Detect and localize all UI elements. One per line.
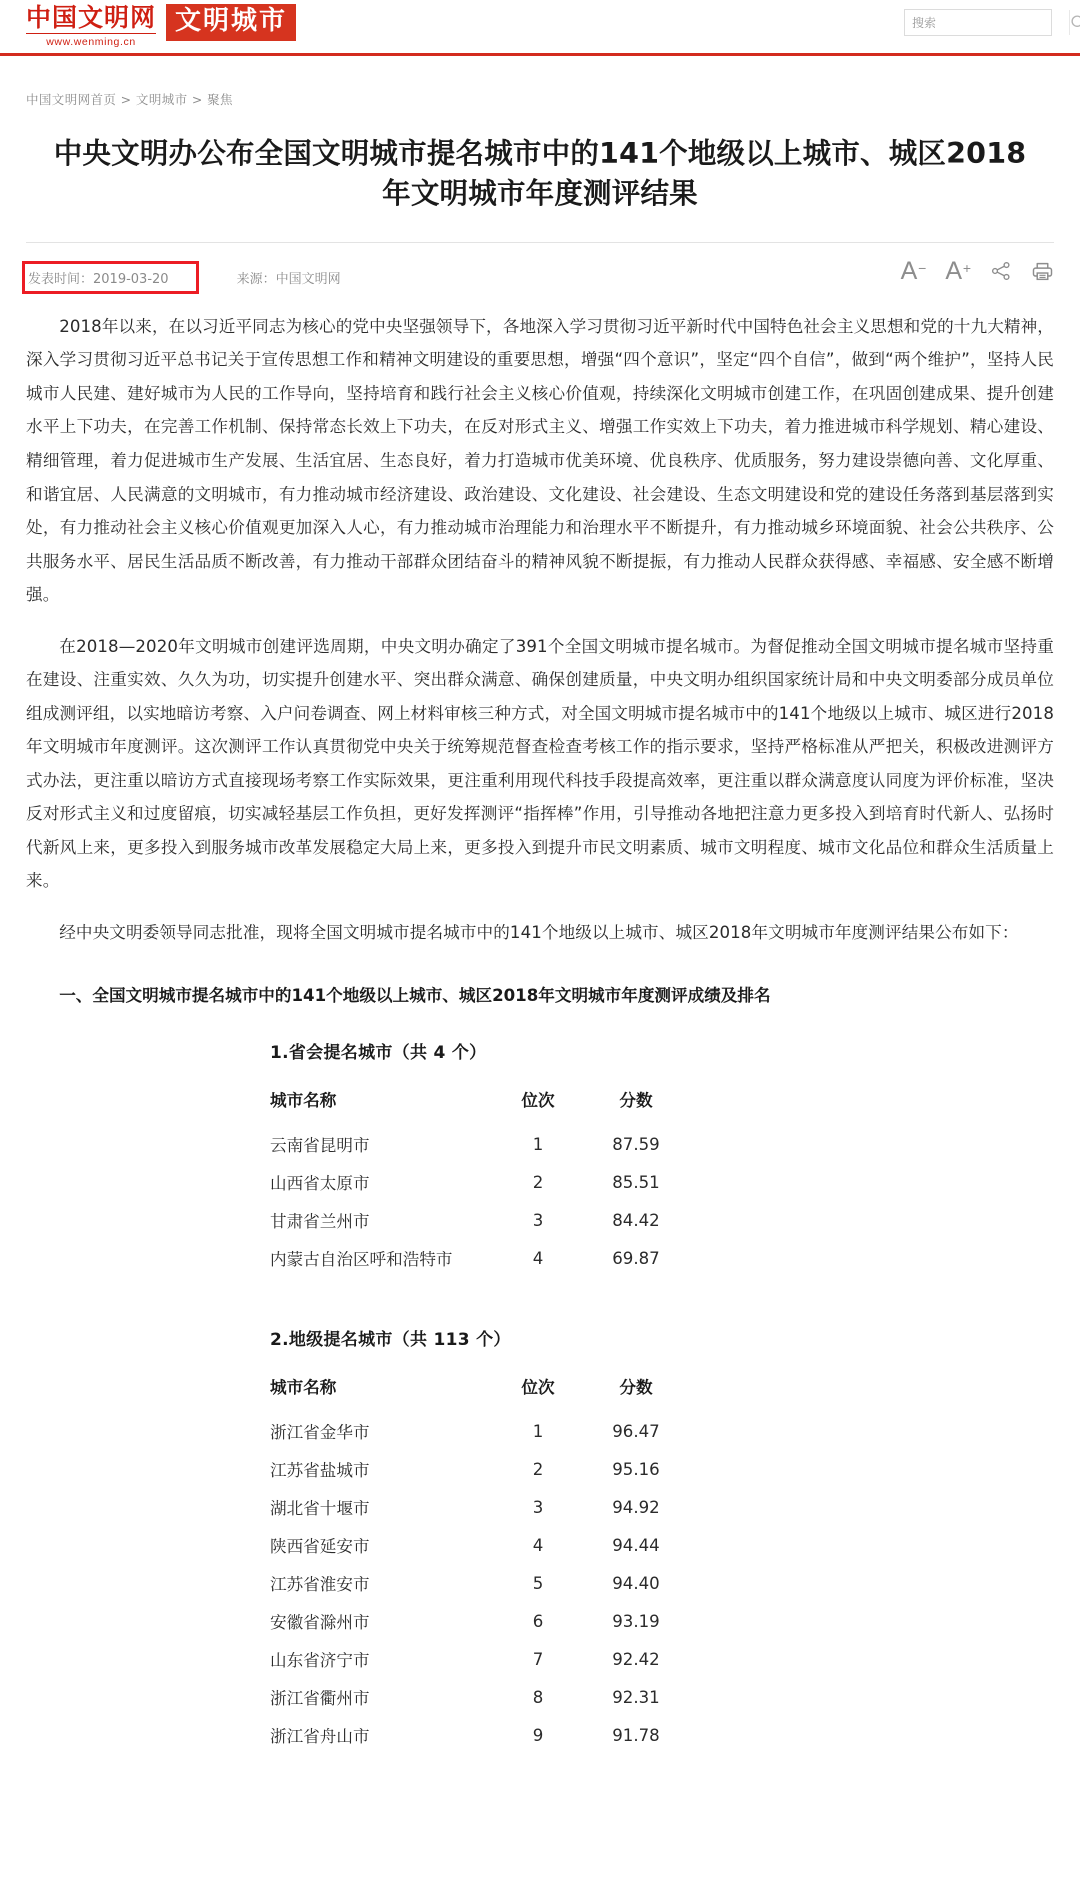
rank-block (26, 1038, 1054, 1277)
table-row (270, 1716, 688, 1754)
cell-rank: 7 (532, 1649, 544, 1669)
logo-primary-text: 中国文明网 (26, 3, 157, 32)
font-increase-letter: A (945, 256, 962, 285)
share-icon (990, 260, 1012, 282)
cell-city: 内蒙古自治区呼和浩特市 (270, 1250, 453, 1270)
table-row (270, 1239, 688, 1277)
publish-date: 发表时间：2019-03-20 (22, 261, 199, 294)
article-source: 来源：中国文明网 (236, 271, 341, 287)
search-button[interactable] (1069, 10, 1080, 35)
page-title: 中央文明办公布全国文明城市提名城市中的141个地级以上城市、城区2018年文明城市年度测评结果 (53, 137, 1027, 211)
cell-score: 92.31 (612, 1687, 660, 1707)
cell-rank: 2 (532, 1172, 544, 1192)
cell-score: 96.47 (612, 1421, 660, 1441)
cell-score: 94.44 (612, 1535, 660, 1555)
breadcrumb[interactable]: 中国文明网首页 > 文明城市 > 聚焦 (26, 92, 233, 107)
cell-city: 山东省济宁市 (270, 1651, 370, 1671)
rank-table (270, 1368, 688, 1754)
cell-score: 95.16 (612, 1459, 660, 1479)
cell-rank: 8 (532, 1687, 544, 1707)
font-decrease-sign: − (918, 259, 927, 276)
cell-score: 94.40 (612, 1573, 660, 1593)
column-header-city: 城市名称 (270, 1091, 337, 1111)
table-row (270, 1163, 688, 1201)
paragraph: 2018年以来，在以习近平同志为核心的党中央坚强领导下，各地深入学习贯彻习近平新时代中国特色社会主义思想和党的十九大精神，深入学习贯彻习近平总书记关于宣传思想工作和精神文明建设的重要思想，增强“四个意识”，坚定“四个自信”，做到“两个维护”，坚持人民城市人民建、建好城市为人民的工作导向，坚持培育和践行社会主义核心价值观，持续深化文明城市创建工作，在巩固创建成果、提升创建水平上下功夫，在完善工作机制、保持常态长效上下功夫，在反对形式主义、增强工作实效上下功夫，着力推进城市科学规划、精心建设、精细管理，着力促进城市生产发展、生活宜居、生态良好，着力打造城市优美环境、优良秩序、优质服务，努力建设崇德向善、文化厚重、和谐宜居、人民满意的文明城市，有力推动城市经济建设、政治建设、文化建设、社会建设、生态文明建设和党的建设任务落到基层落到实处，有力推动社会主义核心价值观更加深入人心，有力推动城市治理能力和治理水平不断提升，有力推动城乡环境面貌、社会公共秩序、公共服务水平、居民生活品质不断改善，有力推动干部群众团结奋斗的精神风貌不断提振，有力推动人民群众获得感、幸福感、安全感不断增强。 (26, 316, 1054, 605)
article-body (26, 310, 1054, 1754)
column-header-city: 城市名称 (270, 1378, 337, 1398)
cell-city: 江苏省盐城市 (270, 1461, 370, 1481)
cell-score: 87.59 (612, 1134, 660, 1154)
search-input[interactable] (905, 10, 1069, 35)
cell-score: 92.42 (612, 1649, 660, 1669)
article-toolbar (900, 256, 1054, 285)
cell-city: 山西省太原市 (270, 1174, 370, 1194)
table-row (270, 1564, 688, 1602)
cell-rank: 4 (532, 1535, 544, 1555)
cell-rank: 4 (532, 1248, 544, 1268)
table-header-row (270, 1081, 688, 1125)
rank-table-title: 2.地级提名城市（共 113 个） (270, 1330, 511, 1351)
cell-city: 湖北省十堰市 (270, 1499, 370, 1519)
table-header-row (270, 1368, 688, 1412)
cell-rank: 3 (532, 1210, 544, 1230)
section-heading: 一、全国文明城市提名城市中的141个地级以上城市、城区2018年文明城市年度测评成绩及排名 (59, 986, 771, 1006)
font-increase-button[interactable] (945, 256, 971, 285)
cell-city: 江苏省淮安市 (270, 1575, 370, 1595)
table-row (270, 1488, 688, 1526)
cell-rank: 5 (532, 1573, 544, 1593)
cell-rank: 9 (532, 1725, 544, 1745)
rank-table (270, 1081, 688, 1277)
rank-table-title: 1.省会提名城市（共 4 个） (270, 1043, 487, 1064)
rank-block (26, 1325, 1054, 1754)
site-logo[interactable] (26, 2, 296, 48)
cell-score: 94.92 (612, 1497, 660, 1517)
table-row (270, 1412, 688, 1450)
print-icon (1031, 260, 1054, 283)
font-decrease-button[interactable] (900, 256, 927, 285)
column-header-score: 分数 (619, 1091, 653, 1111)
share-button[interactable] (990, 260, 1012, 282)
logo-url-text: www.wenming.cn (26, 33, 156, 48)
table-row (270, 1602, 688, 1640)
paragraph: 在2018—2020年文明城市创建评选周期，中央文明办确定了391个全国文明城市提名城市。为督促推动全国文明城市提名城市坚持重在建设、注重实效、久久为功，切实提升创建水平、突出群众满意、确保创建质量，中央文明办组织国家统计局和中央文明委部分成员单位组成测评组，以实地暗访考察、入户问卷调查、网上材料审核三种方式，对全国文明城市提名城市中的141个地级以上城市、城区进行2018年文明城市年度测评。这次测评工作认真贯彻党中央关于统筹规范督查检查考核工作的指示要求，坚持严格标准从严把关，积极改进测评方式办法，更注重以暗访方式直接现场考察工作实际效果，更注重利用现代科技手段提高效率，更注重以群众满意度认同度为评价标准，坚决反对形式主义和过度留痕，切实减轻基层工作负担，更好发挥测评“指挥棒”作用，引导推动各地把注意力更多投入到培育时代新人、弘扬时代新风上来，更多投入到服务城市改革发展稳定大局上来，更多投入到提升市民文明素质、城市文明程度、城市文化品位和群众生活质量上来。 (26, 636, 1054, 891)
table-row (270, 1526, 688, 1564)
cell-score: 84.42 (612, 1210, 660, 1230)
search-box[interactable] (904, 9, 1052, 36)
column-header-score: 分数 (619, 1378, 653, 1398)
search-icon (1070, 14, 1080, 31)
font-decrease-letter: A (900, 256, 918, 285)
cell-rank: 1 (532, 1134, 544, 1154)
logo-primary-block (26, 2, 156, 48)
paragraph: 经中央文明委领导同志批准，现将全国文明城市提名城市中的141个地级以上城市、城区2018年文明城市年度测评结果公布如下： (59, 922, 1019, 942)
page-container (0, 90, 1080, 1754)
cell-rank: 1 (532, 1421, 544, 1441)
cell-rank: 6 (532, 1611, 544, 1631)
font-increase-sign: + (962, 259, 971, 276)
cell-rank: 2 (532, 1459, 544, 1479)
cell-score: 69.87 (612, 1248, 660, 1268)
table-spacer (26, 1277, 1054, 1299)
table-row (270, 1450, 688, 1488)
site-header (0, 0, 1080, 56)
cell-score: 93.19 (612, 1611, 660, 1631)
cell-city: 云南省昆明市 (270, 1136, 370, 1156)
cell-city: 浙江省金华市 (270, 1423, 370, 1443)
table-row (270, 1678, 688, 1716)
table-row (270, 1125, 688, 1163)
print-button[interactable] (1031, 260, 1054, 283)
cell-city: 安徽省滁州市 (270, 1613, 370, 1633)
cell-city: 陕西省延安市 (270, 1537, 370, 1557)
table-row (270, 1201, 688, 1239)
article-meta-bar (26, 242, 1054, 294)
column-header-rank: 位次 (521, 1091, 555, 1111)
logo-badge: 文明城市 (166, 4, 296, 41)
cell-score: 85.51 (612, 1172, 660, 1192)
cell-city: 浙江省舟山市 (270, 1727, 370, 1747)
cell-city: 浙江省衢州市 (270, 1689, 370, 1709)
cell-city: 甘肃省兰州市 (270, 1212, 370, 1232)
cell-rank: 3 (532, 1497, 544, 1517)
cell-score: 91.78 (612, 1725, 660, 1745)
table-row (270, 1640, 688, 1678)
column-header-rank: 位次 (521, 1378, 555, 1398)
